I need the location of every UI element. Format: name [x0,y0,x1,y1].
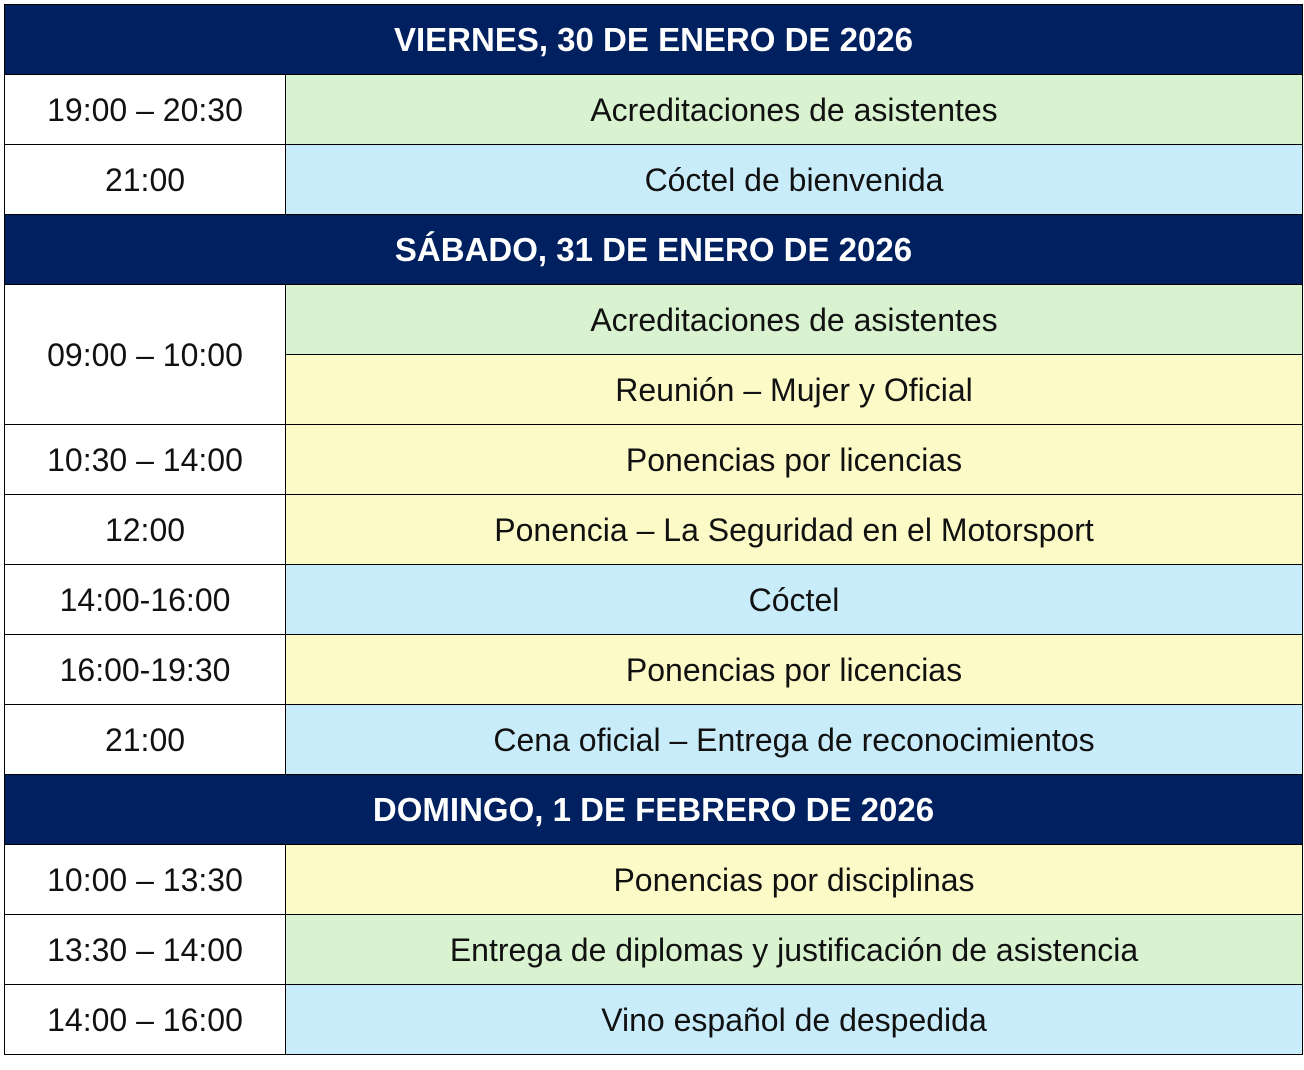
event-cell: Ponencias por licencias [286,425,1303,495]
day-header-row [5,215,1303,285]
event-cell: Acreditaciones de asistentes [286,75,1303,145]
schedule-row [5,845,1303,915]
event-cell: Reunión – Mujer y Oficial [286,355,1303,425]
time-cell: 21:00 [5,145,286,215]
event-cell: Cena oficial – Entrega de reconocimientos [286,705,1303,775]
time-cell: 12:00 [5,495,286,565]
schedule-table [4,4,1303,1055]
day-header-sunday: DOMINGO, 1 DE FEBRERO DE 2026 [5,775,1303,845]
time-cell: 09:00 – 10:00 [5,285,286,425]
schedule-row [5,75,1303,145]
time-cell: 13:30 – 14:00 [5,915,286,985]
schedule-row [5,985,1303,1055]
time-cell: 10:00 – 13:30 [5,845,286,915]
time-cell: 19:00 – 20:30 [5,75,286,145]
event-cell: Ponencias por disciplinas [286,845,1303,915]
event-cell: Cóctel de bienvenida [286,145,1303,215]
schedule-row [5,565,1303,635]
event-cell: Entrega de diplomas y justificación de asistencia [286,915,1303,985]
time-cell: 16:00-19:30 [5,635,286,705]
schedule-row [5,915,1303,985]
schedule-row [5,145,1303,215]
day-header-friday: VIERNES, 30 DE ENERO DE 2026 [5,5,1303,75]
event-cell: Ponencias por licencias [286,635,1303,705]
time-cell: 14:00 – 16:00 [5,985,286,1055]
day-header-row [5,775,1303,845]
schedule-row [5,635,1303,705]
event-cell: Vino español de despedida [286,985,1303,1055]
schedule-row [5,495,1303,565]
event-cell: Cóctel [286,565,1303,635]
event-cell: Ponencia – La Seguridad en el Motorsport [286,495,1303,565]
schedule-row [5,285,1303,355]
schedule-row [5,705,1303,775]
day-header-saturday: SÁBADO, 31 DE ENERO DE 2026 [5,215,1303,285]
schedule-row [5,425,1303,495]
time-cell: 10:30 – 14:00 [5,425,286,495]
time-cell: 21:00 [5,705,286,775]
day-header-row [5,5,1303,75]
event-cell: Acreditaciones de asistentes [286,285,1303,355]
time-cell: 14:00-16:00 [5,565,286,635]
